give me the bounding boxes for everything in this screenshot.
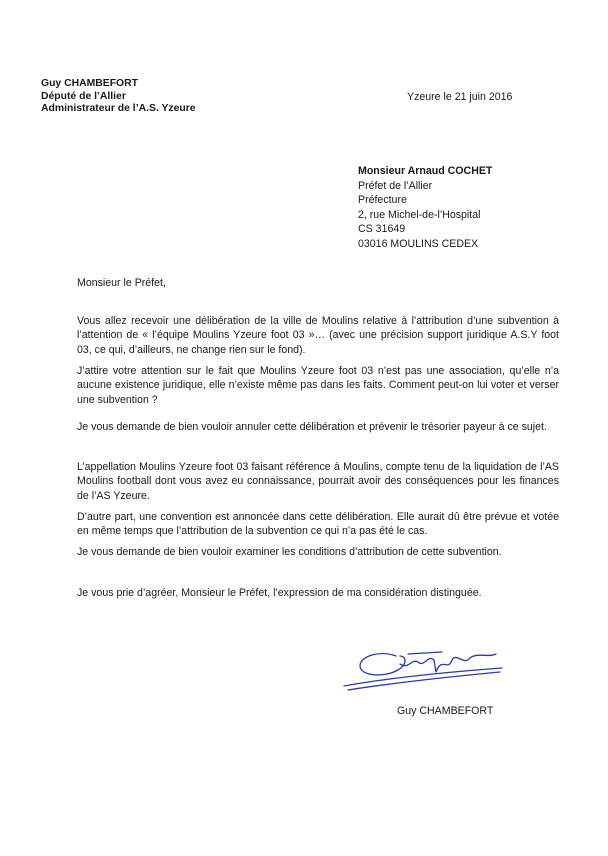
recipient-line-5: 03016 MOULINS CEDEX — [358, 237, 479, 250]
salutation: Monsieur le Préfet, — [77, 277, 166, 289]
sender-title-admin: Administrateur de l’A.S. Yzeure — [41, 103, 196, 115]
signature-crossbar — [408, 652, 442, 654]
recipient-line-4: CS 31649 — [358, 223, 406, 236]
body-paragraph-5: D’autre part, une convention est annoncée dans cette délibération. Elle aurait dû être prévue et votée en même temps que l’attribution de la subvention ce qui n’a pas été le cas. — [77, 511, 559, 538]
signature-underline-1 — [344, 668, 502, 686]
handwritten-signature — [338, 642, 508, 698]
recipient-line-1: Préfet de l’Allier — [358, 179, 433, 192]
recipient-name: Monsieur Arnaud COCHET — [358, 165, 493, 177]
signer-name: Guy CHAMBEFORT — [397, 705, 494, 717]
sender-block — [41, 78, 196, 116]
recipient-block — [358, 164, 492, 252]
closing-paragraph: Je vous prie d’agréer, Monsieur le Préfet, l’expression de ma considération distinguée. — [77, 587, 482, 599]
letter-date: Yzeure le 21 juin 2016 — [407, 91, 513, 103]
body-paragraph-4: L’appellation Moulins Yzeure foot 03 faisant référence à Moulins, compte tenu de la liquidation de l’AS Moulins football dont vous avez eu connaissance, pourrait avoir des conséquences pour les finances de l’AS Yzeure. — [77, 461, 559, 502]
recipient-line-2: Préfecture — [358, 194, 407, 207]
body-paragraph-6: Je vous demande de bien vouloir examiner les conditions d’attribution de cette subvention. — [77, 546, 502, 558]
recipient-line-3: 2, rue Michel-de-l’Hospital — [358, 208, 481, 221]
body-paragraph-3: Je vous demande de bien vouloir annuler cette délibération et prévenir le trésorier payeur à ce sujet. — [77, 421, 547, 433]
body-paragraph-1: Vous allez recevoir une délibération de la ville de Moulins relative à l’attribution d’une subvention à l’attention de « l’équipe Moulins Yzeure foot 03 »… (avec une précision support juridique A.S.Y foot 03, ce qui, d’ailleurs, ne change rien sur le fond). — [77, 315, 559, 356]
sender-name: Guy CHAMBEFORT — [41, 78, 138, 89]
sender-title-deputy: Député de l’Allier — [41, 90, 126, 102]
signature-strokes — [344, 652, 502, 690]
signature-loop — [360, 654, 405, 675]
body-paragraph-2: J’attire votre attention sur le fait que Moulins Yzeure foot 03 n’est pas une association, qu’elle n’a aucune existence juridique, elle n’existe même pas dans les faits. Comment peut-on lui voter et verser une subvention ? — [77, 365, 559, 406]
